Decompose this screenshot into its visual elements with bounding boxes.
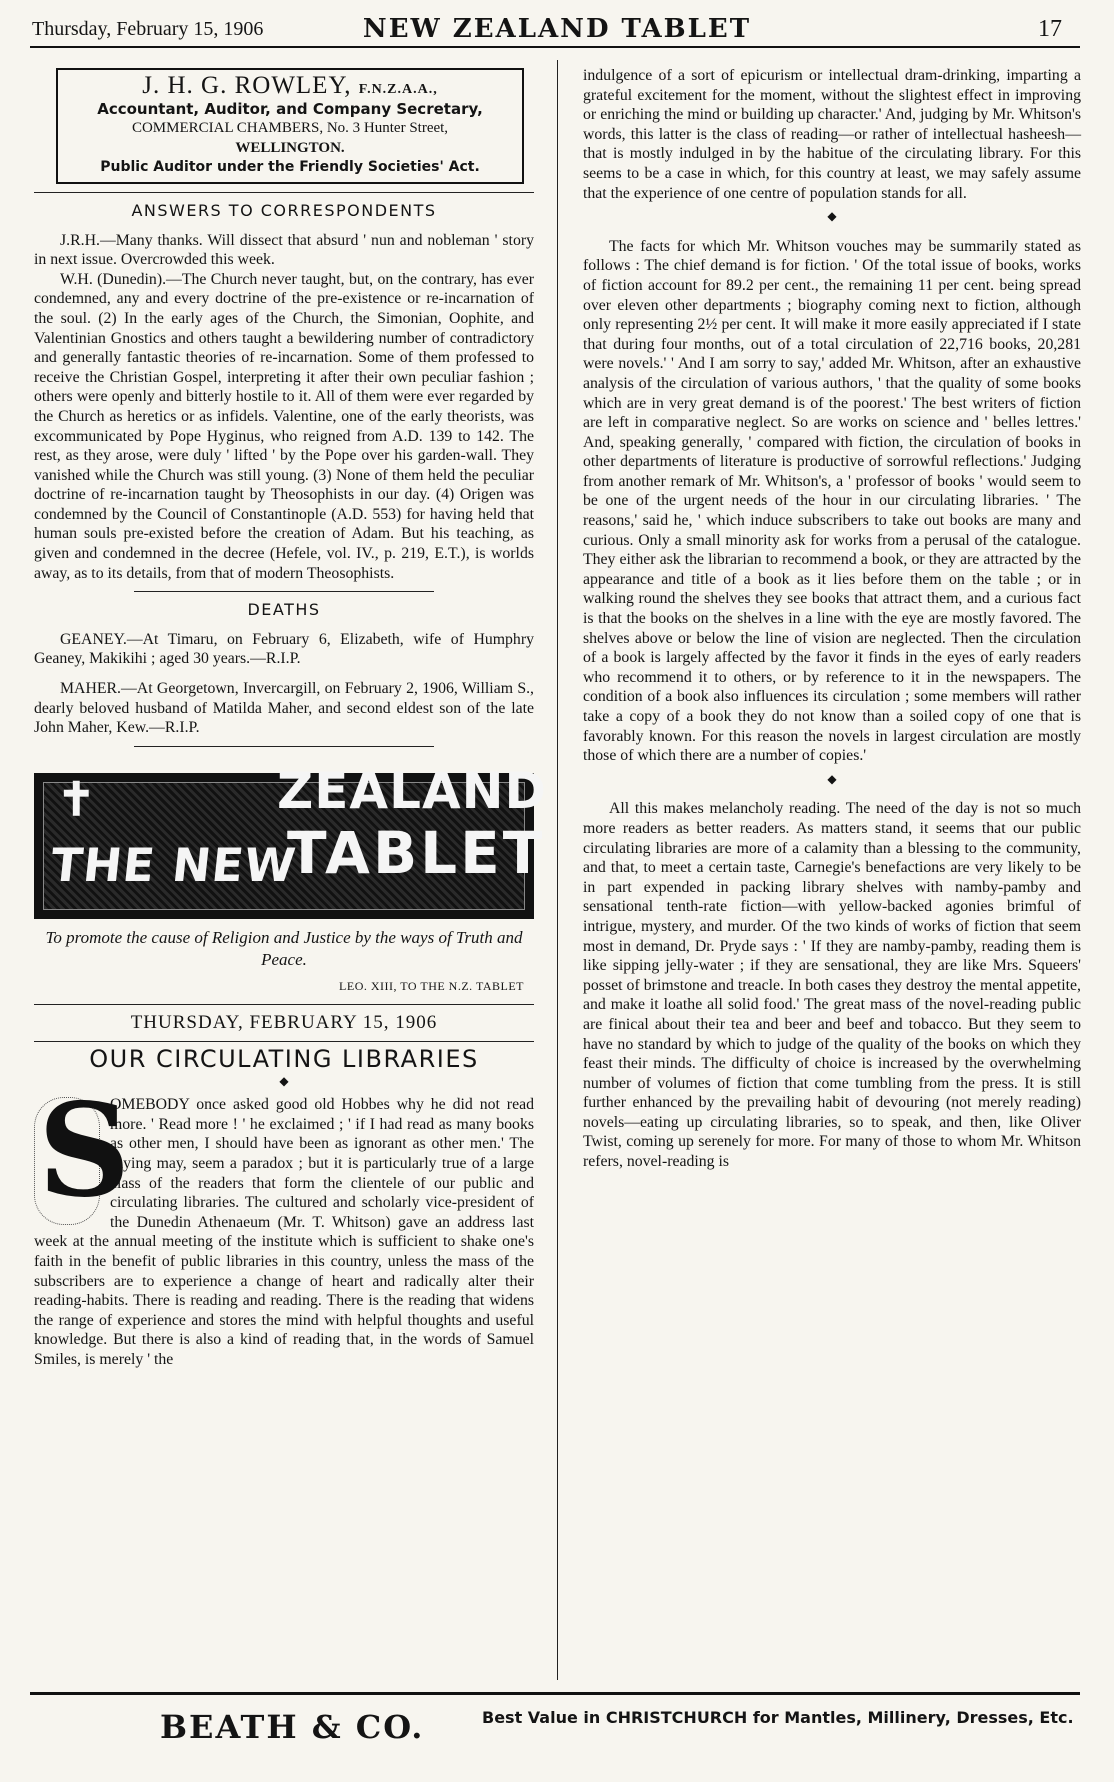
answer-paragraph: W.H. (Dunedin).—The Church never taught, but, on the contrary, has ever condemned, any and every doctrine of the pre-existence or re-incarnation of the soul. (2) In the early ages of the Church, the Simonian, Oophite, and Valentinian Gnostics and others taught a bewildering number of contradictory and generally fantastic theories of re-incarnation. Some of them professed to receive the Christian Gospel, interpreting it after their own peculiar fashion ; others were openly and bitterly hostile to it. All of them were ever regarded by the Church as heretics or as infidels. Valentine, one of the early theorists, was excommunicated by Pope Hyginus, who reigned from A.D. 139 to 142. The rest, as they arose, were duly ' lifted ' by the Pope over his garden-wall. They vanished while the Church was still young. (3) None of them held the peculiar doctrine of re-incarnation taught by Theosophists in our day. (4) Origen was condemned by the Council of Constantinople (A.D. 553) for having held that human souls pre-existed before the creation of Adam. But his teaching, as given and condemned in the decree (Hefele, vol. IV., p. 219, E.T.), is worlds away, as to its details, from that of modern Theosophists. bbox=[34, 270, 534, 582]
section-rule bbox=[134, 746, 434, 747]
logo-new: NEW bbox=[169, 837, 299, 892]
issue-date: THURSDAY, FEBRUARY 15, 1906 bbox=[130, 1012, 438, 1034]
logo-tablet: TABLET bbox=[287, 818, 546, 887]
star-ornament: ◆ bbox=[827, 209, 837, 224]
cross-icon: ✝ bbox=[57, 773, 96, 825]
masthead-motto: To promote the cause of Religion and Justice by the ways of Truth and Peace. bbox=[45, 927, 523, 969]
death-notice: MAHER.—At Georgetown, Invercargill, on February 2, 1906, William S., dearly beloved husband of Matilda Maher, and second eldest son of the late John Maher, Kew.—R.I.P. bbox=[34, 680, 534, 737]
section-rule bbox=[34, 192, 534, 193]
section-rule bbox=[34, 1041, 534, 1042]
footer-rule bbox=[30, 1692, 1080, 1695]
answers-heading: ANSWERS TO CORRESPONDENTS bbox=[131, 200, 437, 220]
card-city: WELLINGTON. bbox=[235, 139, 345, 156]
article-title: OUR CIRCULATING LIBRARIES bbox=[89, 1045, 479, 1073]
column-divider bbox=[557, 60, 558, 1680]
article-paragraph: The facts for which Mr. Whitson vouches may be summarily stated as follows : The chief demand is for fiction. ' Of the total issue of books, works of fiction account for 89.2 per cent., the remaining 11 per cent. being spread over eleven other departments ; biography coming next to fiction, although only representing 2½ per cent. It will make it more easily appreciated if I state that during four months, out of a total circulation of 22,716 books, 20,281 were novels.' ' And I am sorry to say,' added Mr. Whitson, after an exhaustive analysis of the circulation of various authors, ' that the quality of some books which are in very great demand is of the poorest.' The best writers of fiction are left in comparative neglect. So are works on science and ' belles lettres.' And, speaking generally, ' compared with fiction, the circulation of books in other departments of literature is productive of sorrowful reflections.' Judging from another remark of Mr. Whitson's, a ' professor of books ' would seem to be one of the urgent needs of the hour in our circulating libraries. ' The reasons,' said he, ' which induce subscribers to take out books are many and curious. Only a small minority ask for works from a perusal of the catalogue. They either ask the librarian to recommend a book, or they are attracted by the appearance and title of a book as it lies before them on the table ; or in walking round the shelves they see books that attract them, and a curious fact is that the books on the shelves in a line with the eye are mostly favored. The shelves above or below the line of vision are neglected. Then the circulation of a book is largely affected by the favor it finds in the eyes of early readers who recommend it to others, or by reference to it in the newspapers. The condition of a book also influences its circulation ; some members will rather take a copy of a book they do not know than a soiled copy of one that is favorably known. For this reason the novels in largest circulation are mostly those of which there are a number of copies.' bbox=[583, 237, 1081, 765]
article-paragraph: All this makes melancholy reading. The need of the day is not so much more readers as better readers. As matters stand, it seems that our public circulating libraries are more of a calamity than a blessing to the community, and that, to meet a certain taste, Carnegie's benefactions are very likely to be in part expended in packing library shelves with namby-pamby and sensational tenth-rate fiction—with yellow-backed agonies brimful of intrigue, mystery, and murder. Of the two kinds of works of fiction that seem most in demand, Dr. Pryde says : ' If they are namby-pamby, reading them is like sipping jelly-water ; if they are sensational, they are like Mrs. Squeers' posset of brimstone and treacle. In both cases they destroy the mental appetite, and make it loathe all solid food.' The great mass of the novel-reading public are finical about their tea and beer and beef and tobacco. But they seem to have no standard by which to judge of the quality of the books on which they feast their minds. The difficulty of choice is increased by the overwhelming number of volumes of fiction that come tumbling from the press. It is still further enhanced by the prevailing habit of devouring (not merely reading) novels—eating up circulating libraries, so to speak, and then, like Oliver Twist, coming up serenely for more. For many of those to whom Mr. Whitson refers, novel-reading is bbox=[583, 800, 1081, 1171]
logo-zealand: ZEALAND bbox=[277, 761, 548, 820]
card-address: COMMERCIAL CHAMBERS, No. 3 Hunter Street, bbox=[131, 120, 449, 137]
header-rule bbox=[30, 46, 1080, 48]
section-rule bbox=[34, 1004, 534, 1005]
masthead-logo bbox=[34, 761, 548, 919]
article-paragraph: indulgence of a sort of epicurism or intellectual dram-drinking, imparting a grateful excitement for the moment, without the slightest effect in improving or enriching the mind or building up character.' And, judging by Mr. Whitson's words, this latter is the class of reading—or rather of intellectual hasheesh—that is mostly indulged in by the habitue of the circulating library. For this seems to be a case in which, for this country at least, we may safely assume that the experience of one centre of population stands for all. bbox=[583, 67, 1081, 202]
left-column bbox=[34, 66, 548, 1370]
article-paragraph: OMEBODY once asked good old Hobbes why he did not read more. ' Read more ! ' he exclaimed ; ' if I had read as many books as other men, I should have been as ignorant as other men.' The saying may, seem a paradox ; but it is particularly true of a large class of the readers that form the clientele of our public and circulating libraries. The cultured and scholarly vice-president of the Dunedin Athenaeum (Mr. T. Whitson) gave an address last week at the annual meeting of the institute which is sufficient to shake one's faith in the benefit of public libraries in this country, unless the mass of the subscribers are to experience a change of heart and radically alter their reading-habits. There is reading and reading. There is the reading that widens the range of experience and stores the mind with helpful thoughts and useful knowledge. But there is also a kind of reading that, in the words of Samuel Smiles, is merely ' the bbox=[34, 1096, 534, 1368]
motto-source: LEO. XIII, TO THE N.Z. TABLET bbox=[339, 978, 524, 993]
star-ornament: ◆ bbox=[827, 771, 837, 786]
answer-paragraph: J.R.H.—Many thanks. Will dissect that absurd ' nun and nobleman ' story in next issue. Overcrowded this week. bbox=[34, 231, 534, 269]
card-postnominal: F.N.Z.A.A., bbox=[358, 82, 438, 97]
page-number: 17 bbox=[1038, 16, 1062, 42]
card-role: Accountant, Auditor, and Company Secretary, bbox=[97, 99, 483, 118]
rowley-advertisement bbox=[56, 68, 524, 184]
dropcap-letter: S bbox=[38, 1076, 131, 1227]
dropcap-ornament bbox=[34, 1076, 131, 1227]
footer-advertiser: BEATH & CO. bbox=[160, 1708, 425, 1746]
card-name: J. H. G. ROWLEY, bbox=[142, 72, 352, 99]
card-auditor: Public Auditor under the Friendly Societies' Act. bbox=[100, 159, 480, 176]
deaths-heading: DEATHS bbox=[247, 600, 321, 620]
running-date: Thursday, February 15, 1906 bbox=[32, 18, 264, 40]
footer-tagline: Best Value in CHRISTCHURCH for Mantles, Millinery, Dresses, Etc. bbox=[482, 1708, 1074, 1727]
section-rule bbox=[134, 591, 434, 592]
diamond-ornament: ◆ bbox=[279, 1073, 289, 1088]
newspaper-title: NEW ZEALAND TABLET bbox=[362, 14, 752, 44]
death-notice: GEANEY.—At Timaru, on February 6, Elizabeth, wife of Humphry Geaney, Makikihi ; aged 30 years.—R.I.P. bbox=[34, 630, 534, 668]
right-column bbox=[583, 66, 1081, 1172]
logo-the: THE bbox=[48, 837, 159, 892]
